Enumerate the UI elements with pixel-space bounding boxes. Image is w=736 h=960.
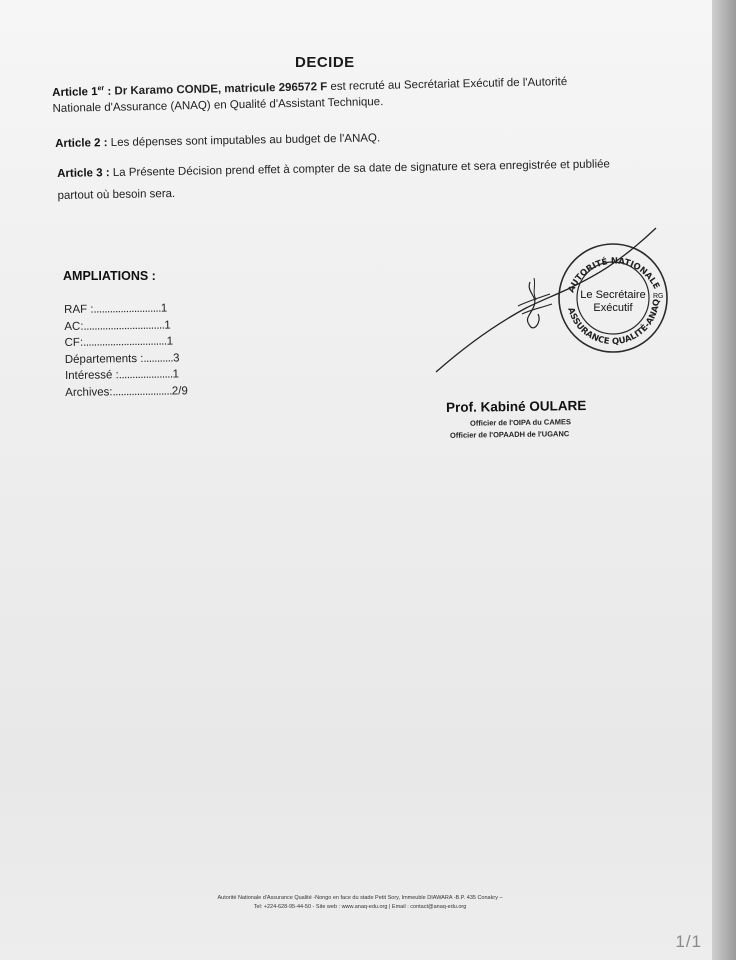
- article-3-text: La Présente Décision prend effet à compter de sa date de signature et sera enregistrée et publiée partout où besoin sera.: [57, 158, 610, 202]
- ampliations-list: [64, 300, 188, 401]
- footer-contact: Tel: +224-628-95-44-50 - Site web : www.anaq-edu.org | Email : contact@anaq-edu.org: [253, 904, 467, 910]
- article-2-text: Les dépenses sont imputables au budget de l'ANAQ.: [110, 132, 381, 150]
- article-1: [52, 70, 613, 117]
- stamp-ring-top-text: AUTORITÉ NATIONALE: [566, 256, 662, 295]
- stamp-rg: RG: [653, 293, 664, 300]
- article-1-subject: Dr Karamo CONDE, matricule 296572 F: [114, 81, 328, 98]
- article-2: [55, 126, 615, 152]
- signer-name: Prof. Kabiné OULARE: [445, 398, 587, 415]
- stamp-center-line2: Exécutif: [593, 302, 633, 314]
- signer-title-1: Officier de l'OIPA du CAMES: [469, 417, 572, 428]
- footer-address: Autorité Nationale d'Assurance Qualité -Nongo en face du stade Petit Sory, Immeuble DIAWARA -B.P. 435 Conakry –: [217, 895, 503, 901]
- article-1-text: est recruté au Secrétariat Exécutif de l'Autorité Nationale d'Assurance (ANAQ) en Qualité d'Assistant Technique.: [52, 76, 568, 115]
- decision-title: DECIDE: [295, 54, 355, 71]
- ampliation-item: Départements : ........... 3: [64, 351, 180, 366]
- article-3-label: Article 3 :: [57, 167, 110, 180]
- ampliation-item: CF: ............................... 1: [64, 335, 174, 349]
- official-stamp: [553, 238, 673, 358]
- ampliations-title: AMPLIATIONS :: [63, 269, 156, 283]
- page-counter: 1/1: [675, 932, 702, 951]
- signer-title-2: Officier de l'OPAADH de l'UGANC: [449, 429, 570, 440]
- article-3: [57, 153, 618, 207]
- stamp-center-line1: Le Secrétaire: [580, 289, 646, 301]
- ampliation-item: RAF : ......................... 1: [64, 302, 168, 316]
- article-2-label: Article 2 :: [55, 137, 108, 150]
- ampliation-item: Archives: ...................... 2/9: [65, 384, 188, 399]
- article-1-label: Article 1er :: [52, 84, 115, 99]
- page-edge-shadow: [712, 0, 736, 960]
- stamp-ring-bottom-text: ASSURANCE QUALITÉ-ANAQ: [565, 298, 663, 348]
- ampliation-item: AC: .............................. 1: [64, 319, 171, 333]
- ampliation-item: Intéressé : .................... 1: [64, 368, 180, 382]
